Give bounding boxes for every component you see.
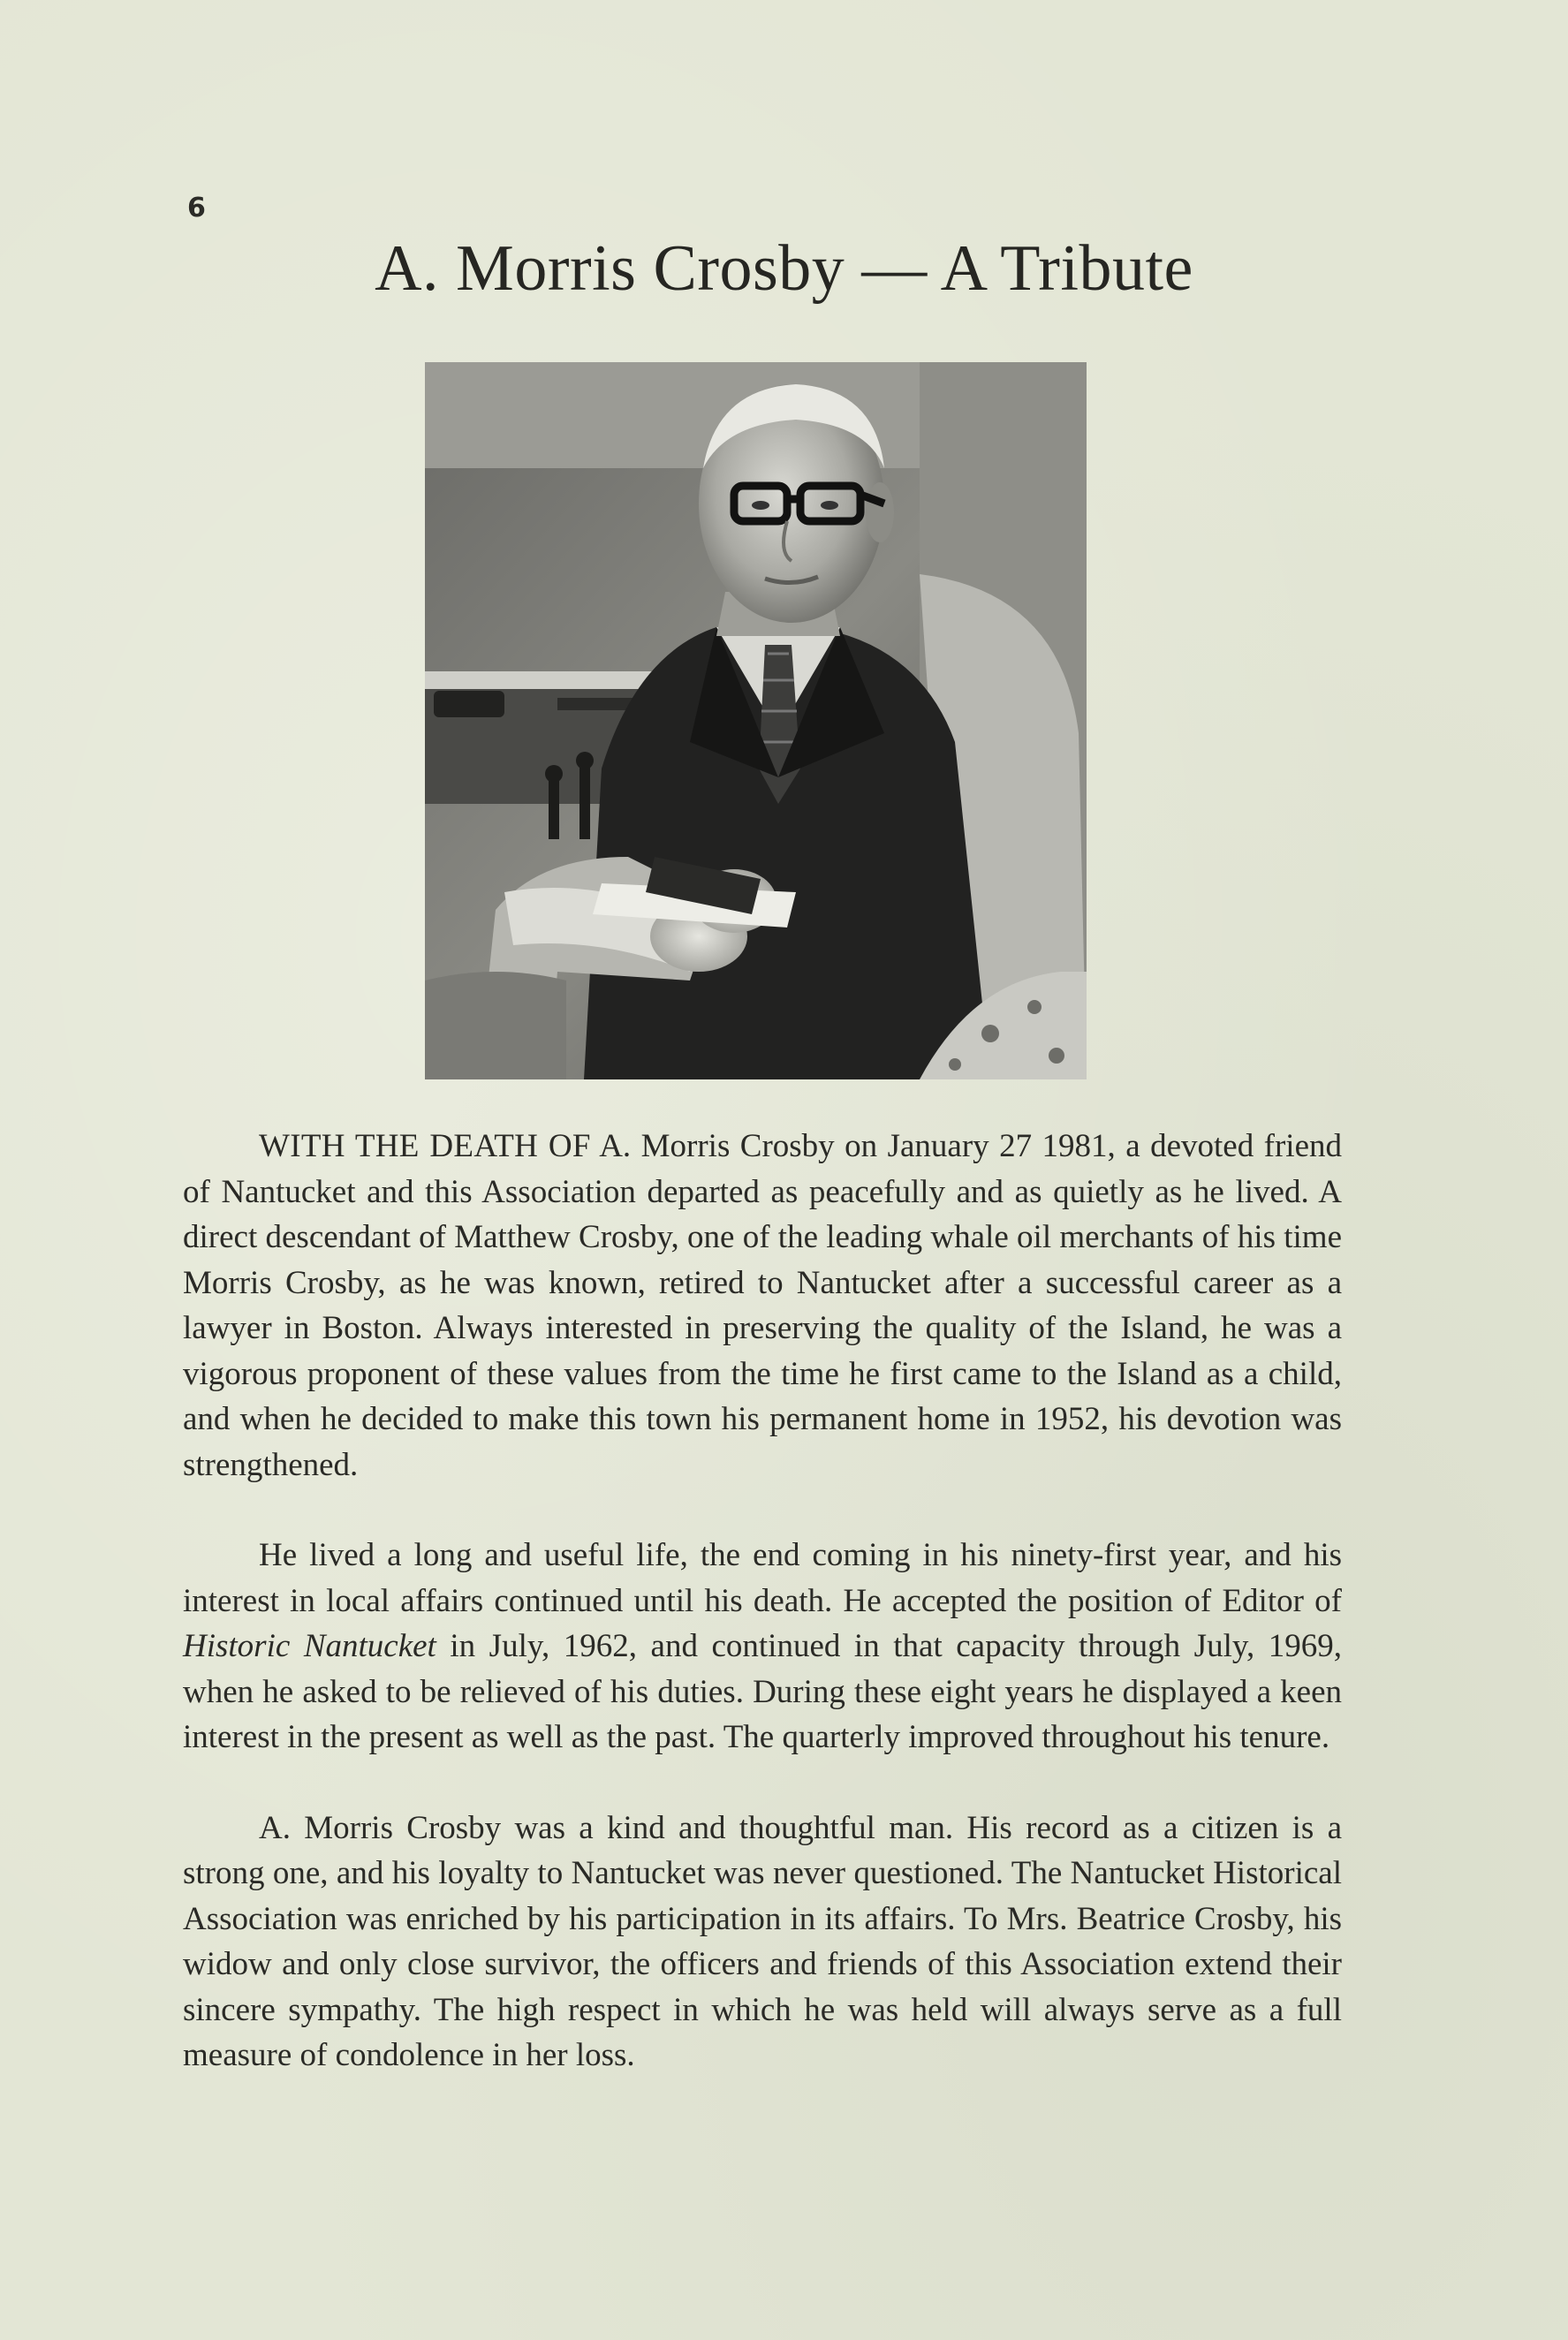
paragraph-lead: WITH THE DEATH OF xyxy=(259,1128,591,1164)
article-paragraph-2 xyxy=(183,1533,1342,1761)
article-body xyxy=(183,1124,1342,2124)
article-paragraph-3 xyxy=(183,1806,1342,2079)
publication-title: Historic Nantucket xyxy=(183,1628,436,1664)
page-number: 6 xyxy=(187,193,206,223)
page-title: A. Morris Crosby — A Tribute xyxy=(375,232,1193,305)
paragraph-text: in July, 1962, and continued in that capacity through July, 1969, when he asked to be relieved of his duties. During these eight years he displayed a keen interest in the present as well as the past. The quarterly improved throughout his tenure. xyxy=(183,1628,1342,1755)
paragraph-text: A. Morris Crosby was a kind and thoughtful man. His record as a citizen is a strong one, and his loyalty to Nantucket was never questioned. The Nantucket Historical Association was enriched by his participation in its affairs. To Mrs. Beatrice Crosby, his widow and only close survivor, the officers and friends of this Association extend their sincere sympathy. The high respect in which he was held will always serve as a full measure of condolence in her loss. xyxy=(183,1809,1342,2073)
paragraph-text: He lived a long and useful life, the end coming in his ninety-first year, and his interest in local affairs continued until his death. He accepted the position of Editor of xyxy=(183,1537,1342,1619)
portrait-photo xyxy=(425,362,1087,1079)
article-paragraph-1 xyxy=(183,1124,1342,1488)
portrait-illustration xyxy=(425,362,1087,1079)
paragraph-text: A. Morris Crosby on January 27 1981, a devoted friend of Nantucket and this Association departed as peacefully and as quietly as he lived. A direct descendant of Matthew Crosby, one of the leading whale oil merchants of his time Morris Crosby, as he was known, retired to Nantucket after a successful career as a lawyer in Boston. Always interested in preserving the quality of the Island, he was a vigorous proponent of these values from the time he first came to the Island as a child, and when he decided to make this town his permanent home in 1952, his devotion was strengthened. xyxy=(183,1128,1342,1483)
